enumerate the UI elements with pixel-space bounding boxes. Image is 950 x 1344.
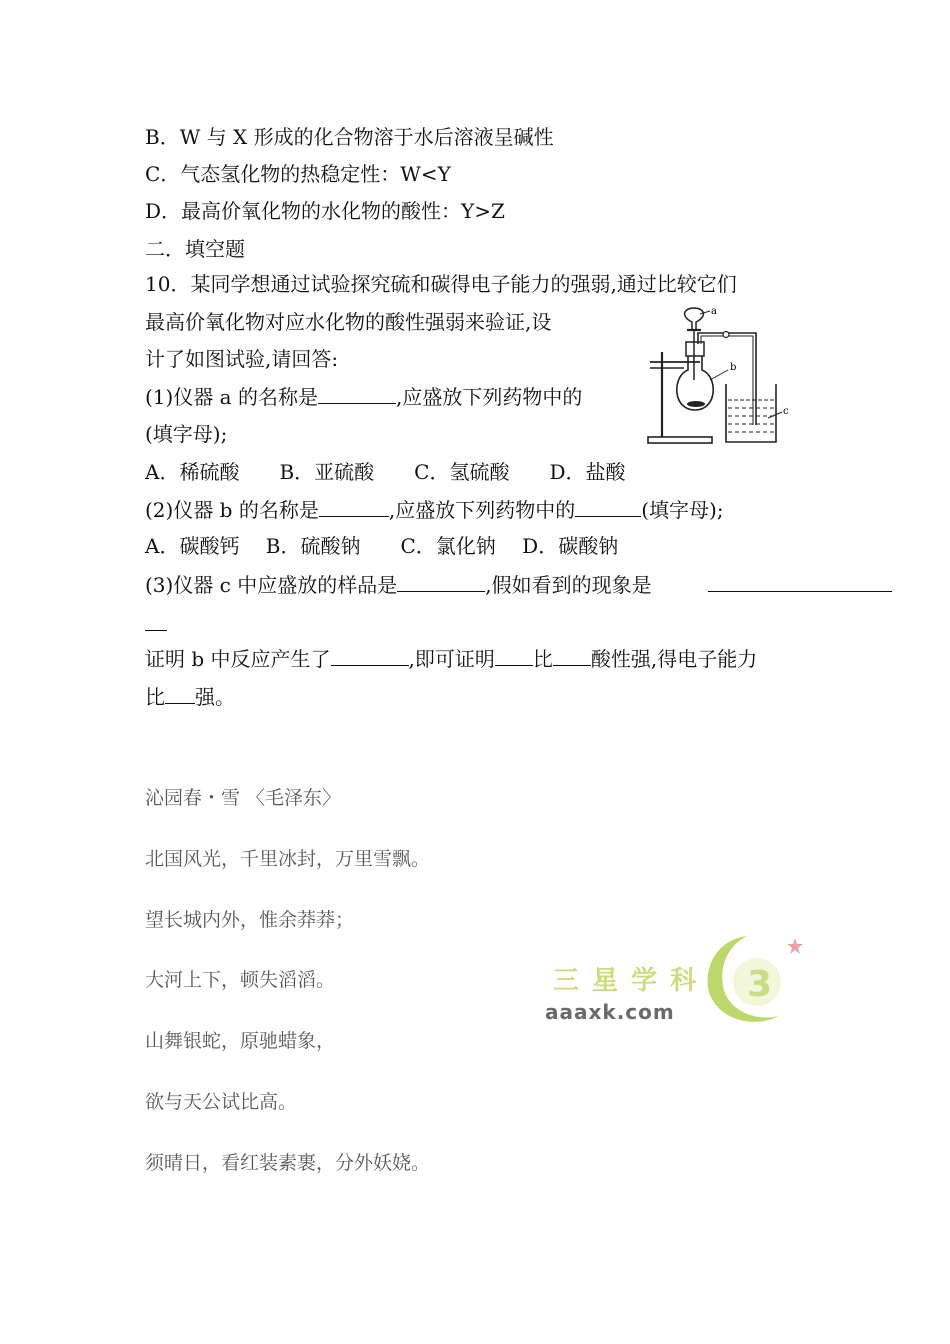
answer-blank[interactable] xyxy=(318,383,396,404)
answer-blank[interactable] xyxy=(575,496,641,517)
watermark-url: aaaxk.com xyxy=(545,1000,675,1024)
answer-blank[interactable] xyxy=(708,571,892,592)
part2-prefix: (2)仪器 b 的名称是 xyxy=(145,498,319,522)
poem-title: 沁园春・雪 〈毛泽东〉 xyxy=(145,787,342,809)
beaker-c xyxy=(726,384,776,442)
watermark-text: 三 星 学 科 xyxy=(553,966,699,996)
poem-line: 北国风光，千里冰封，万里雪飘。 xyxy=(145,848,431,870)
funnel-a xyxy=(685,308,704,330)
option-b: B．W 与 X 形成的化合物溶于水后溶液呈碱性 xyxy=(145,125,554,149)
poem-line: 须晴日，看红装素裹，分外妖娆。 xyxy=(145,1152,431,1174)
part1-options: A．稀硫酸 B．亚硫酸 C．氢硫酸 D．盐酸 xyxy=(145,460,626,484)
poem-line: 山舞银蛇，原驰蜡象， xyxy=(145,1030,336,1052)
flask-stopper xyxy=(686,342,704,356)
label-c-pointer xyxy=(768,412,782,418)
delivery-tube-inner xyxy=(701,336,753,425)
label-a-pointer xyxy=(700,311,710,314)
question-10-line3: 计了如图试验,请回答: xyxy=(145,347,339,371)
stand-base xyxy=(648,437,712,443)
watermark-badge: 3 xyxy=(747,964,773,1005)
lab-apparatus-figure xyxy=(640,300,800,450)
part2-line xyxy=(145,496,724,523)
answer-blank[interactable] xyxy=(319,496,389,517)
label-b-pointer xyxy=(710,370,728,380)
part5-prefix: 比 xyxy=(145,685,165,709)
answer-blank[interactable] xyxy=(331,645,409,666)
answer-blank[interactable] xyxy=(165,683,195,704)
section-title: 二．填空题 xyxy=(145,237,245,261)
answer-blank[interactable] xyxy=(553,645,591,666)
watermark-logo xyxy=(545,930,815,1030)
part5-line xyxy=(145,683,235,710)
delivery-tube xyxy=(698,333,756,425)
answer-blank[interactable] xyxy=(495,645,533,666)
flask-solid xyxy=(687,401,705,407)
poem-line: 望长城内外，惟余莽莽； xyxy=(145,909,355,931)
part5-suffix: 强。 xyxy=(195,685,235,709)
part4-line xyxy=(145,645,757,672)
part3-prefix: (3)仪器 c 中应盛放的样品是 xyxy=(145,573,398,597)
poem-line: 欲与天公试比高。 xyxy=(145,1091,298,1113)
label-c: c xyxy=(783,406,789,417)
answer-blank[interactable] xyxy=(397,571,485,592)
label-a: a xyxy=(711,306,717,317)
part4-mid2: 比 xyxy=(532,647,553,671)
part3-mid: ,假如看到的现象是 xyxy=(485,573,652,597)
part4-prefix: 证明 b 中反应产生了 xyxy=(145,647,331,671)
crescent-badge-icon xyxy=(695,930,815,1030)
part4-mid1: ,即可证明 xyxy=(408,647,495,671)
part1-prefix: (1)仪器 a 的名称是 xyxy=(145,385,318,409)
part2-suffix: (填字母); xyxy=(641,498,724,522)
part3-line xyxy=(145,571,652,598)
option-c: C．气态氢化物的热稳定性：W<Y xyxy=(145,162,451,186)
part4-suffix: 酸性强,得电子能力 xyxy=(590,647,758,671)
part2-mid: ,应盛放下列药物中的 xyxy=(388,498,576,522)
part2-options: A．碳酸钙 B．硫酸钠 C．氯化钠 D．碳酸钠 xyxy=(145,534,619,558)
part1-line2: (填字母); xyxy=(145,422,228,446)
poem-line: 大河上下，顿失滔滔。 xyxy=(145,969,336,991)
tube-joint xyxy=(723,332,729,338)
option-d: D．最高价氧化物的水化物的酸性：Y>Z xyxy=(145,199,505,223)
label-b: b xyxy=(730,362,737,373)
question-10-line2: 最高价氧化物对应水化物的酸性强弱来验证,设 xyxy=(145,310,552,334)
question-10-line1: 10．某同学想通过试验探究硫和碳得电子能力的强弱,通过比较它们 xyxy=(145,272,737,296)
part1-suffix: ,应盛放下列药物中的 xyxy=(395,385,583,409)
part1-line xyxy=(145,383,582,410)
answer-blank[interactable] xyxy=(145,610,167,631)
